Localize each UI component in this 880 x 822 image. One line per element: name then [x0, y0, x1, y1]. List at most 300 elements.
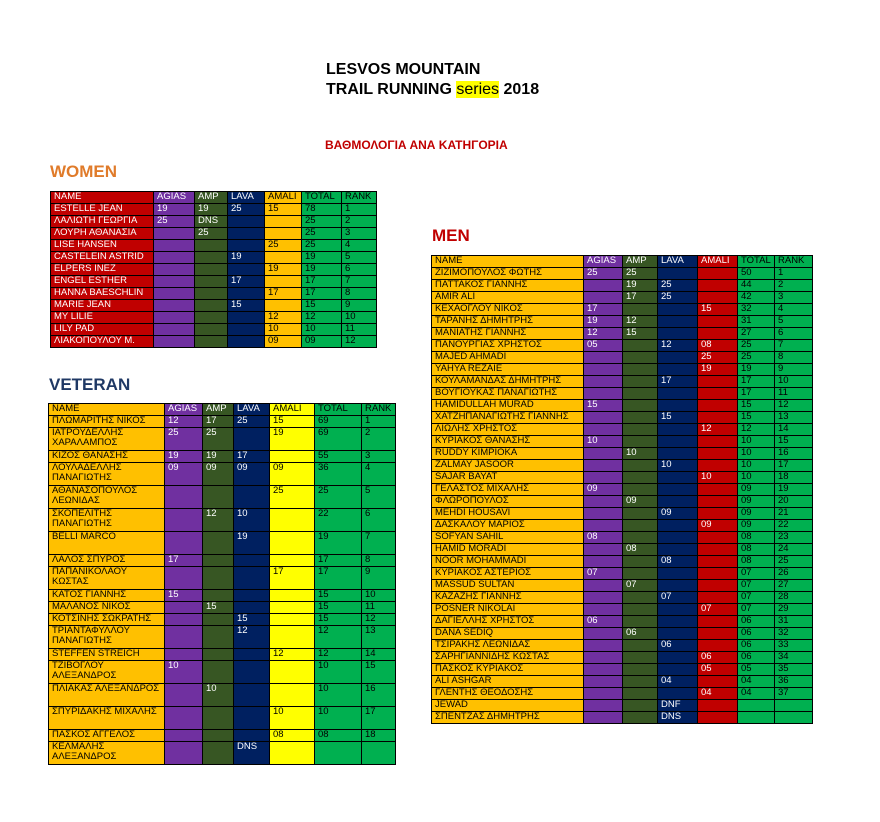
- men-cell-agias: [584, 508, 623, 520]
- veteran-cell-name: ΣΠΥΡΙΔΑΚΗΣ ΜΙΧΑΛΗΣ: [49, 707, 165, 730]
- veteran-cell-agias: [165, 730, 203, 742]
- women-cell-lava: 19: [228, 252, 265, 264]
- women-cell-rank: 9: [342, 300, 377, 312]
- men-cell-agias: [584, 388, 623, 400]
- women-cell-rank: 5: [342, 252, 377, 264]
- men-cell-total: 32: [738, 304, 775, 316]
- men-cell-name: ΣΑΡΗΓΙΑΝΝΙΔΗΣ ΚΩΣΤΑΣ: [432, 652, 584, 664]
- men-header-agias: AGIAS: [584, 256, 623, 268]
- men-table-row: [432, 304, 813, 316]
- men-cell-total: 17: [738, 376, 775, 388]
- men-cell-lava: [658, 304, 698, 316]
- men-cell-name: ΠΑΝΟΥΡΓΙΑΣ ΧΡΗΣΤΟΣ: [432, 340, 584, 352]
- veteran-cell-amp: [203, 567, 234, 590]
- women-header-row: [51, 192, 377, 204]
- women-cell-name: LISE HANSEN: [51, 240, 154, 252]
- women-header-amp: AMP: [195, 192, 228, 204]
- men-cell-name: ΖΙΖΙΜΟΠΟΥΛΟΣ ΦΩΤΗΣ: [432, 268, 584, 280]
- women-cell-lava: [228, 216, 265, 228]
- veteran-cell-agias: [165, 532, 203, 555]
- men-cell-rank: 23: [775, 532, 813, 544]
- women-cell-total: 17: [302, 276, 342, 288]
- men-table-row: [432, 688, 813, 700]
- men-cell-agias: [584, 352, 623, 364]
- men-cell-total: 31: [738, 316, 775, 328]
- veteran-cell-amp: [203, 730, 234, 742]
- men-cell-amali: [698, 568, 738, 580]
- men-cell-agias: [584, 652, 623, 664]
- page-title: [326, 60, 539, 100]
- veteran-cell-rank: 4: [362, 463, 396, 486]
- men-cell-rank: 11: [775, 388, 813, 400]
- men-table-row: [432, 280, 813, 292]
- men-cell-name: ΔΑΓΙΕΛΛΗΣ ΧΡΗΣΤΟΣ: [432, 616, 584, 628]
- veteran-cell-name: ΑΘΑΝΑΣΟΠΟΥΛΟΣ ΛΕΩΝΙΔΑΣ: [49, 486, 165, 509]
- men-cell-name: ΓΕΛΑΣΤΟΣ ΜΙΧΑΛΗΣ: [432, 484, 584, 496]
- women-cell-rank: 8: [342, 288, 377, 300]
- veteran-cell-amali: [270, 661, 315, 684]
- veteran-cell-amali: 25: [270, 486, 315, 509]
- men-cell-agias: [584, 424, 623, 436]
- veteran-header-total: TOTAL: [315, 404, 362, 416]
- veteran-cell-agias: 12: [165, 416, 203, 428]
- men-header-rank: RANK: [775, 256, 813, 268]
- women-cell-amali: 17: [265, 288, 302, 300]
- women-cell-amp: [195, 276, 228, 288]
- men-cell-agias: [584, 592, 623, 604]
- men-cell-agias: 15: [584, 400, 623, 412]
- veteran-cell-lava: 19: [234, 532, 270, 555]
- men-cell-total: 15: [738, 412, 775, 424]
- men-table-row: [432, 580, 813, 592]
- veteran-cell-rank: 12: [362, 614, 396, 626]
- women-cell-lava: [228, 336, 265, 348]
- men-table-row: [432, 472, 813, 484]
- veteran-cell-total: 22: [315, 509, 362, 532]
- men-table-row: [432, 712, 813, 724]
- men-cell-rank: 37: [775, 688, 813, 700]
- men-cell-amp: [623, 412, 658, 424]
- men-cell-total: 09: [738, 484, 775, 496]
- men-cell-rank: 15: [775, 436, 813, 448]
- men-cell-rank: 8: [775, 352, 813, 364]
- men-cell-amali: [698, 280, 738, 292]
- veteran-cell-rank: 18: [362, 730, 396, 742]
- veteran-cell-name: ΠΑΣΚΟΣ ΑΓΓΕΛΟΣ: [49, 730, 165, 742]
- men-cell-total: 06: [738, 652, 775, 664]
- men-cell-total: 17: [738, 388, 775, 400]
- women-header-rank: RANK: [342, 192, 377, 204]
- women-cell-name: HANNA BAESCHLIN: [51, 288, 154, 300]
- veteran-cell-name: STEFFEN STREICH: [49, 649, 165, 661]
- men-cell-amp: 15: [623, 328, 658, 340]
- men-cell-lava: 15: [658, 412, 698, 424]
- men-cell-total: 07: [738, 568, 775, 580]
- veteran-cell-amp: 25: [203, 428, 234, 451]
- women-cell-name: CASTELEIN ASTRID: [51, 252, 154, 264]
- women-cell-amali: [265, 228, 302, 240]
- men-cell-agias: 05: [584, 340, 623, 352]
- men-cell-agias: 08: [584, 532, 623, 544]
- men-cell-amp: 06: [623, 628, 658, 640]
- men-cell-agias: [584, 664, 623, 676]
- veteran-table-row: [49, 486, 396, 509]
- veteran-cell-amp: [203, 590, 234, 602]
- men-cell-lava: [658, 352, 698, 364]
- men-cell-amali: [698, 316, 738, 328]
- men-cell-lava: DNF: [658, 700, 698, 712]
- men-cell-agias: [584, 412, 623, 424]
- men-cell-name: RUDDY KIMPIOKA: [432, 448, 584, 460]
- men-cell-amp: 12: [623, 316, 658, 328]
- veteran-table-row: [49, 661, 396, 684]
- men-cell-rank: [775, 700, 813, 712]
- men-cell-name: ALI ASHGAR: [432, 676, 584, 688]
- women-cell-total: 10: [302, 324, 342, 336]
- men-cell-agias: 12: [584, 328, 623, 340]
- women-cell-amali: 09: [265, 336, 302, 348]
- veteran-header-row: [49, 404, 396, 416]
- veteran-cell-amali: [270, 451, 315, 463]
- veteran-table-row: [49, 590, 396, 602]
- men-cell-lava: [658, 580, 698, 592]
- men-cell-amp: [623, 640, 658, 652]
- men-cell-agias: [584, 460, 623, 472]
- men-cell-name: ZALMAY JASOOR: [432, 460, 584, 472]
- veteran-cell-total: 69: [315, 428, 362, 451]
- veteran-cell-lava: 10: [234, 509, 270, 532]
- women-cell-agias: [154, 312, 195, 324]
- veteran-table-row: [49, 567, 396, 590]
- men-cell-amali: [698, 484, 738, 496]
- men-cell-lava: DNS: [658, 712, 698, 724]
- men-cell-amp: [623, 484, 658, 496]
- veteran-table-row: [49, 428, 396, 451]
- women-cell-amali: 25: [265, 240, 302, 252]
- women-table-row: [51, 336, 377, 348]
- men-table-row: [432, 604, 813, 616]
- men-cell-amp: [623, 712, 658, 724]
- men-cell-amp: [623, 568, 658, 580]
- veteran-cell-agias: [165, 742, 203, 765]
- women-table-row: [51, 264, 377, 276]
- men-cell-agias: [584, 520, 623, 532]
- women-cell-name: ELPERS INEZ: [51, 264, 154, 276]
- men-cell-amali: 07: [698, 604, 738, 616]
- women-cell-amp: [195, 324, 228, 336]
- women-results-table: [50, 191, 377, 348]
- men-cell-total: 07: [738, 580, 775, 592]
- women-cell-amali: 19: [265, 264, 302, 276]
- men-table-row: [432, 700, 813, 712]
- women-cell-total: 25: [302, 240, 342, 252]
- men-cell-lava: [658, 328, 698, 340]
- men-cell-amp: [623, 376, 658, 388]
- men-cell-lava: 06: [658, 640, 698, 652]
- women-cell-lava: [228, 288, 265, 300]
- women-cell-lava: [228, 324, 265, 336]
- veteran-cell-amali: [270, 532, 315, 555]
- men-cell-lava: 07: [658, 592, 698, 604]
- men-cell-name: HAMIDULLAH MURAD: [432, 400, 584, 412]
- men-table-row: [432, 664, 813, 676]
- men-cell-amali: [698, 292, 738, 304]
- men-table-row: [432, 316, 813, 328]
- women-cell-amp: 25: [195, 228, 228, 240]
- men-cell-amp: [623, 424, 658, 436]
- subtitle: ΒΑΘΜΟΛΟΓΙΑ ΑΝΑ ΚΑΤΗΓΟΡΙΑ: [325, 138, 508, 152]
- veteran-cell-total: 69: [315, 416, 362, 428]
- women-cell-lava: 15: [228, 300, 265, 312]
- men-cell-total: 10: [738, 436, 775, 448]
- men-cell-name: SOFYAN SAHIL: [432, 532, 584, 544]
- men-cell-name: ΓΛΕΝΤΗΣ ΘΕΟΔΟΣΗΣ: [432, 688, 584, 700]
- men-cell-lava: [658, 364, 698, 376]
- veteran-cell-total: 10: [315, 661, 362, 684]
- men-cell-amp: [623, 652, 658, 664]
- veteran-cell-rank: 6: [362, 509, 396, 532]
- women-cell-rank: 7: [342, 276, 377, 288]
- women-cell-total: 78: [302, 204, 342, 216]
- men-cell-total: 25: [738, 352, 775, 364]
- women-cell-rank: 2: [342, 216, 377, 228]
- women-cell-rank: 12: [342, 336, 377, 348]
- men-cell-agias: 17: [584, 304, 623, 316]
- women-cell-name: MY LILIE: [51, 312, 154, 324]
- men-cell-name: NOOR MOHAMMADI: [432, 556, 584, 568]
- men-cell-amp: [623, 664, 658, 676]
- veteran-cell-name: ΚΟΤΣΙΝΗΣ ΣΩΚΡΑΤΗΣ: [49, 614, 165, 626]
- men-cell-name: ΧΑΤΖΗΠΑΝΑΓΙΩΤΗΣ ΓΙΑΝΝΗΣ: [432, 412, 584, 424]
- men-cell-rank: 6: [775, 328, 813, 340]
- men-cell-agias: [584, 292, 623, 304]
- men-cell-amali: 25: [698, 352, 738, 364]
- men-cell-agias: [584, 556, 623, 568]
- men-table-row: [432, 328, 813, 340]
- veteran-cell-total: 15: [315, 614, 362, 626]
- women-cell-amali: [265, 252, 302, 264]
- veteran-table-row: [49, 730, 396, 742]
- men-cell-name: ΚΕΧΑΟΓΛΟΥ ΝΙΚΟΣ: [432, 304, 584, 316]
- men-cell-amp: [623, 688, 658, 700]
- men-results-table: [431, 255, 813, 724]
- men-table-row: [432, 640, 813, 652]
- veteran-cell-lava: [234, 555, 270, 567]
- men-cell-total: 04: [738, 688, 775, 700]
- men-cell-agias: 25: [584, 268, 623, 280]
- men-cell-agias: [584, 676, 623, 688]
- veteran-cell-total: 12: [315, 626, 362, 649]
- women-cell-total: 15: [302, 300, 342, 312]
- men-cell-lava: [658, 268, 698, 280]
- men-cell-amp: 07: [623, 580, 658, 592]
- women-header-agias: AGIAS: [154, 192, 195, 204]
- veteran-cell-agias: 19: [165, 451, 203, 463]
- men-cell-amp: [623, 604, 658, 616]
- men-cell-amali: [698, 448, 738, 460]
- veteran-cell-amp: [203, 486, 234, 509]
- men-table-row: [432, 436, 813, 448]
- men-cell-lava: 17: [658, 376, 698, 388]
- veteran-cell-total: 10: [315, 707, 362, 730]
- title-line-2-b: 2018: [499, 81, 540, 98]
- veteran-cell-amp: [203, 649, 234, 661]
- men-cell-agias: [584, 700, 623, 712]
- women-cell-amali: [265, 300, 302, 312]
- men-cell-amp: [623, 460, 658, 472]
- veteran-cell-amali: [270, 590, 315, 602]
- women-cell-agias: [154, 288, 195, 300]
- men-cell-amali: [698, 712, 738, 724]
- veteran-cell-amp: [203, 661, 234, 684]
- men-cell-rank: 9: [775, 364, 813, 376]
- veteran-cell-name: ΠΛΩΜΑΡΙΤΗΣ ΝΙΚΟΣ: [49, 416, 165, 428]
- title-line-1: LESVOS MOUNTAIN: [326, 61, 481, 78]
- women-cell-name: ΛΑΛΙΩΤΗ ΓΕΩΡΓΙΑ: [51, 216, 154, 228]
- veteran-header-rank: RANK: [362, 404, 396, 416]
- women-header-total: TOTAL: [302, 192, 342, 204]
- men-cell-total: 08: [738, 532, 775, 544]
- men-cell-agias: [584, 376, 623, 388]
- women-section-title: WOMEN: [50, 162, 118, 181]
- men-cell-total: 10: [738, 448, 775, 460]
- men-cell-name: ΤΣΙΡΑΚΗΣ ΛΕΩΝΙΔΑΣ: [432, 640, 584, 652]
- veteran-cell-name: ΛΑΛΟΣ ΣΠΥΡΟΣ: [49, 555, 165, 567]
- veteran-cell-total: 36: [315, 463, 362, 486]
- men-header-row: [432, 256, 813, 268]
- men-cell-lava: [658, 472, 698, 484]
- veteran-cell-amali: 19: [270, 428, 315, 451]
- men-cell-total: 42: [738, 292, 775, 304]
- veteran-cell-total: 08: [315, 730, 362, 742]
- men-cell-lava: [658, 496, 698, 508]
- men-cell-amali: [698, 532, 738, 544]
- veteran-cell-amali: [270, 509, 315, 532]
- veteran-cell-agias: [165, 567, 203, 590]
- men-cell-agias: [584, 712, 623, 724]
- veteran-table-row: [49, 509, 396, 532]
- women-cell-total: 19: [302, 264, 342, 276]
- veteran-cell-amp: 19: [203, 451, 234, 463]
- men-cell-agias: [584, 280, 623, 292]
- veteran-cell-amali: [270, 684, 315, 707]
- men-cell-rank: [775, 712, 813, 724]
- women-cell-agias: [154, 276, 195, 288]
- men-table-row: [432, 400, 813, 412]
- men-cell-agias: 07: [584, 568, 623, 580]
- veteran-cell-rank: 5: [362, 486, 396, 509]
- men-cell-total: 10: [738, 460, 775, 472]
- veteran-table-row: [49, 742, 396, 765]
- veteran-cell-amp: [203, 532, 234, 555]
- men-cell-agias: 19: [584, 316, 623, 328]
- men-cell-amali: [698, 400, 738, 412]
- men-header-amali: AMALI: [698, 256, 738, 268]
- veteran-cell-rank: [362, 742, 396, 765]
- women-table-row: [51, 252, 377, 264]
- men-cell-name: AMIR ALI: [432, 292, 584, 304]
- men-cell-amp: [623, 364, 658, 376]
- veteran-cell-lava: [234, 684, 270, 707]
- men-cell-name: MAJED AHMADI: [432, 352, 584, 364]
- veteran-cell-name: ΤΖΙΒΟΓΛΟΥ ΑΛΕΞΑΝΔΡΟΣ: [49, 661, 165, 684]
- men-cell-agias: [584, 628, 623, 640]
- women-table-row: [51, 228, 377, 240]
- men-cell-agias: [584, 496, 623, 508]
- veteran-cell-amp: [203, 614, 234, 626]
- men-cell-name: ΛΙΩΛΗΣ ΧΡΗΣΤΟΣ: [432, 424, 584, 436]
- men-cell-rank: 3: [775, 292, 813, 304]
- men-cell-total: 12: [738, 424, 775, 436]
- veteran-cell-amali: 10: [270, 707, 315, 730]
- men-table-row: [432, 520, 813, 532]
- men-cell-rank: 36: [775, 676, 813, 688]
- women-cell-total: 17: [302, 288, 342, 300]
- men-cell-amali: [698, 616, 738, 628]
- title-line-2: [326, 80, 539, 100]
- men-cell-rank: 17: [775, 460, 813, 472]
- veteran-cell-rank: 9: [362, 567, 396, 590]
- men-cell-rank: 27: [775, 580, 813, 592]
- veteran-cell-lava: [234, 567, 270, 590]
- men-cell-rank: 28: [775, 592, 813, 604]
- men-table-row: [432, 388, 813, 400]
- veteran-cell-lava: [234, 486, 270, 509]
- women-cell-total: 09: [302, 336, 342, 348]
- veteran-cell-name: ΚΙΖΟΣ ΘΑΝΑΣΗΣ: [49, 451, 165, 463]
- men-cell-lava: [658, 436, 698, 448]
- veteran-cell-name: ΠΛΙΑΚΑΣ ΑΛΕΞΑΝΔΡΟΣ: [49, 684, 165, 707]
- men-cell-amp: [623, 520, 658, 532]
- women-cell-agias: [154, 300, 195, 312]
- men-cell-amali: 08: [698, 340, 738, 352]
- men-cell-lava: [658, 544, 698, 556]
- veteran-cell-total: 15: [315, 602, 362, 614]
- women-cell-lava: 17: [228, 276, 265, 288]
- veteran-table-row: [49, 555, 396, 567]
- men-cell-amp: 17: [623, 292, 658, 304]
- veteran-cell-agias: [165, 486, 203, 509]
- veteran-cell-agias: 17: [165, 555, 203, 567]
- men-cell-name: ΚΟΥΛΑΜΑΝΔΑΣ ΔΗΜΗΤΡΗΣ: [432, 376, 584, 388]
- men-cell-amali: [698, 508, 738, 520]
- men-cell-lava: [658, 664, 698, 676]
- veteran-cell-name: ΜΑΛΑΝΟΣ ΝΙΚΟΣ: [49, 602, 165, 614]
- men-cell-name: ΠΑΣΚΟΣ ΚΥΡΙΑΚΟΣ: [432, 664, 584, 676]
- veteran-table-row: [49, 649, 396, 661]
- men-cell-rank: 1: [775, 268, 813, 280]
- men-cell-amp: 08: [623, 544, 658, 556]
- men-cell-total: 06: [738, 640, 775, 652]
- veteran-cell-agias: [165, 707, 203, 730]
- men-cell-rank: 14: [775, 424, 813, 436]
- men-cell-total: 19: [738, 364, 775, 376]
- veteran-cell-total: 17: [315, 555, 362, 567]
- women-table-row: [51, 300, 377, 312]
- women-cell-rank: 10: [342, 312, 377, 324]
- men-cell-amp: [623, 508, 658, 520]
- men-cell-agias: [584, 544, 623, 556]
- women-cell-agias: [154, 228, 195, 240]
- men-cell-name: MASSUD SULTAN: [432, 580, 584, 592]
- men-cell-amp: [623, 472, 658, 484]
- men-cell-rank: 2: [775, 280, 813, 292]
- women-cell-name: LILY PAD: [51, 324, 154, 336]
- veteran-cell-amp: [203, 742, 234, 765]
- men-cell-lava: [658, 316, 698, 328]
- men-cell-rank: 18: [775, 472, 813, 484]
- men-cell-rank: 10: [775, 376, 813, 388]
